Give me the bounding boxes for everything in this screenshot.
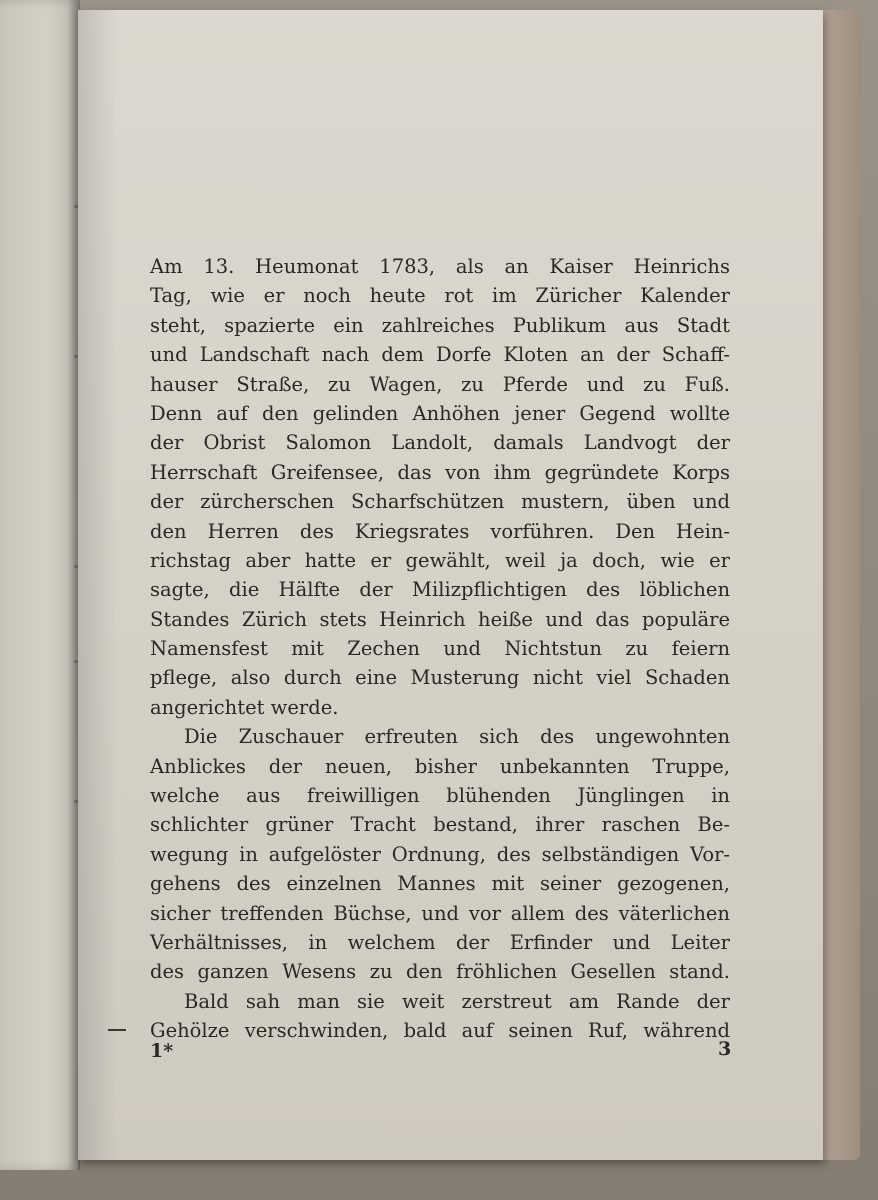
text-line: Die Zuschauer erfreuten sich des ungewohnten — [184, 725, 730, 749]
text-line: Standes Zürich stets Heinrich heiße und das populäre — [150, 607, 730, 631]
text-line: der Obrist Salomon Landolt, damals Landvogt der — [150, 431, 730, 455]
text-line: Anblickes der neuen, bisher unbekannten Truppe, — [150, 754, 730, 778]
page-number: 3 — [718, 1038, 732, 1060]
text-line: hauser Straße, zu Wagen, zu Pferde und zu Fuß. — [150, 372, 730, 396]
text-line: steht, spazierte ein zahlreiches Publikum aus Stadt — [150, 313, 730, 337]
signature-mark: 1* — [150, 1040, 174, 1062]
text-line: wegung in aufgelöster Ordnung, des selbständigen Vor- — [150, 842, 730, 866]
text-line: angerichtet werde. — [150, 695, 339, 719]
left-facing-page — [0, 0, 78, 1170]
text-line: Tag, wie er noch heute rot im Züricher Kalender — [150, 284, 730, 308]
text-line: und Landschaft nach dem Dorfe Kloten an der Schaff- — [150, 343, 730, 367]
paragraph-2 — [150, 722, 730, 987]
page-gutter-shade — [78, 10, 118, 1160]
text-line: Bald sah man sie weit zerstreut am Rande der — [184, 989, 730, 1013]
paragraph-1 — [150, 252, 730, 722]
text-line: sagte, die Hälfte der Milizpflichtigen des löblichen — [150, 578, 730, 602]
text-line: Verhältnisses, in welchem der Erfinder und Leiter — [150, 930, 730, 954]
text-line: sicher treffenden Büchse, und vor allem des väterlichen — [150, 901, 730, 925]
margin-dash-mark — [108, 1029, 126, 1031]
text-line: Am 13. Heumonat 1783, als an Kaiser Heinrichs — [150, 255, 730, 278]
text-line: der zürcherschen Scharfschützen mustern, üben und — [150, 490, 730, 514]
text-line: Gehölze verschwinden, bald auf seinen Ruf, während — [150, 1019, 730, 1043]
text-line: gehens des einzelnen Mannes mit seiner gezogenen, — [150, 872, 730, 896]
text-line: welche aus freiwilligen blühenden Jünglingen in — [150, 784, 730, 808]
text-line: Herrschaft Greifensee, das von ihm gegründete Korps — [150, 460, 730, 484]
text-line: schlichter grüner Tracht bestand, ihrer raschen Be- — [150, 813, 730, 837]
text-line: Namensfest mit Zechen und Nichtstun zu feiern — [150, 637, 730, 661]
paragraph-3 — [150, 987, 730, 1046]
text-line: des ganzen Wesens zu den fröhlichen Gesellen stand. — [150, 960, 730, 984]
text-line: Denn auf den gelinden Anhöhen jener Gegend wollte — [150, 401, 730, 425]
text-line: den Herren des Kriegsrates vorführen. Den Hein- — [150, 519, 730, 543]
text-line: richstag aber hatte er gewählt, weil ja doch, wie er — [150, 548, 730, 572]
body-text — [150, 252, 730, 1046]
text-line: pflege, also durch eine Musterung nicht viel Schaden — [150, 666, 730, 690]
